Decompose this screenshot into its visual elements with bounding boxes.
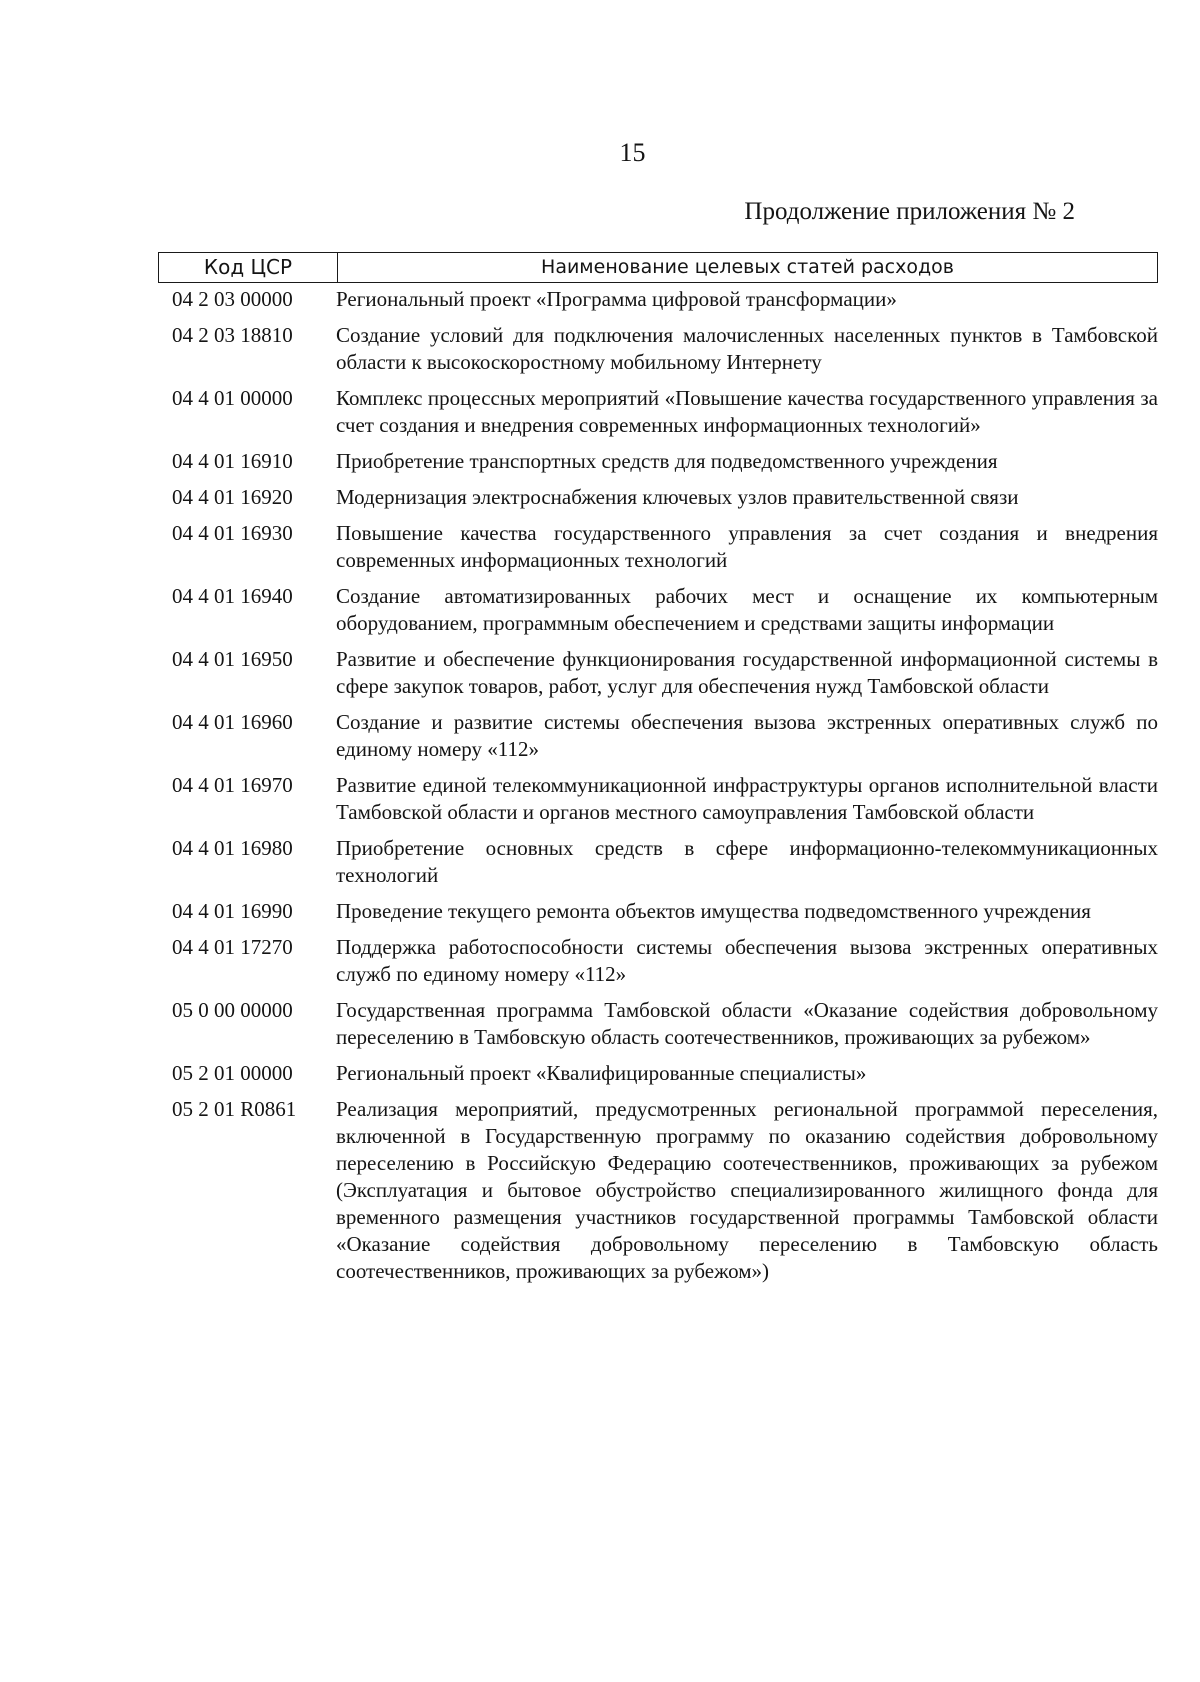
row-name: Региональный проект «Квалифицированные специалисты» [336,1061,867,1085]
table-body [158,286,1158,1285]
row-name: Модернизация электроснабжения ключевых узлов правительственной связи [336,485,1019,509]
table-row [158,448,1158,475]
page-number: 15 [619,138,646,167]
row-name: Государственная программа Тамбовской области «Оказание содействия добровольному переселению в Тамбовскую область соотечественников, проживающих за рубежом» [336,998,1158,1049]
row-name: Проведение текущего ремонта объектов имущества подведомственного учреждения [336,899,1091,923]
row-name: Региональный проект «Программа цифровой трансформации» [336,287,897,311]
expense-items-table [158,252,1158,1294]
row-code: 04 4 01 16940 [172,584,293,608]
row-name: Создание автоматизированных рабочих мест и оснащение их компьютерным оборудованием, программным обеспечением и средствами защиты информации [336,584,1158,635]
table-row [158,646,1158,700]
row-code: 04 4 01 16990 [172,899,293,923]
header-name: Наименование целевых статей расходов [541,256,954,278]
table-row [158,898,1158,925]
table-row [158,1096,1158,1285]
row-code: 04 4 01 16930 [172,521,293,545]
row-code: 05 2 01 R0861 [172,1097,297,1121]
table-row [158,1060,1158,1087]
row-name: Комплекс процессных мероприятий «Повышение качества государственного управления за счет создания и внедрения современных информационных технологий» [336,386,1158,437]
row-name: Развитие и обеспечение функционирования государственной информационной системы в сфере закупок товаров, работ, услуг для обеспечения нужд Тамбовской области [336,647,1158,698]
row-code: 04 4 01 16950 [172,647,293,671]
row-name: Создание и развитие системы обеспечения вызова экстренных оперативных служб по единому номеру «112» [336,710,1158,761]
table-row [158,385,1158,439]
row-name: Приобретение основных средств в сфере информационно-телекоммуникационных технологий [336,836,1158,887]
table-row [158,709,1158,763]
row-name: Развитие единой телекоммуникационной инфраструктуры органов исполнительной власти Тамбовской области и органов местного самоуправления Тамбовской области [336,773,1158,824]
table-row [158,286,1158,313]
row-name: Приобретение транспортных средств для подведомственного учреждения [336,449,998,473]
table-row [158,520,1158,574]
row-code: 04 4 01 17270 [172,935,293,959]
table-row [158,484,1158,511]
appendix-title: Продолжение приложения № 2 [744,198,1075,225]
row-code: 04 4 01 00000 [172,386,293,410]
row-code: 04 2 03 18810 [172,323,293,347]
table-row [158,835,1158,889]
row-code: 04 4 01 16920 [172,485,293,509]
row-code: 05 0 00 00000 [172,998,293,1022]
row-code: 04 4 01 16910 [172,449,293,473]
row-code: 04 4 01 16980 [172,836,293,860]
row-code: 04 4 01 16970 [172,773,293,797]
row-name: Создание условий для подключения малочисленных населенных пунктов в Тамбовской области к высокоскоростному мобильному Интернету [336,323,1158,374]
table-row [158,322,1158,376]
row-code: 04 4 01 16960 [172,710,293,734]
table-header [158,252,1158,283]
table-row [158,583,1158,637]
table-row [158,997,1158,1051]
row-name: Поддержка работоспособности системы обеспечения вызова экстренных оперативных служб по единому номеру «112» [336,935,1158,986]
table-row [158,772,1158,826]
row-name: Повышение качества государственного управления за счет создания и внедрения современных информационных технологий [336,521,1158,572]
row-code: 04 2 03 00000 [172,287,293,311]
table-row [158,934,1158,988]
header-code: Код ЦСР [159,253,338,282]
row-code: 05 2 01 00000 [172,1061,293,1085]
row-name: Реализация мероприятий, предусмотренных региональной программой переселения, включенной в Государственную программу по оказанию содействия добровольному переселению в Российскую Федерацию соотечественников, проживающих за рубежом (Эксплуатация и бытовое обустройство специализированного жилищного фонда для временного размещения участников государственной программы Тамбовской области «Оказание содействия добровольному переселению в Тамбовскую область соотечественников, проживающих за рубежом») [336,1097,1158,1283]
